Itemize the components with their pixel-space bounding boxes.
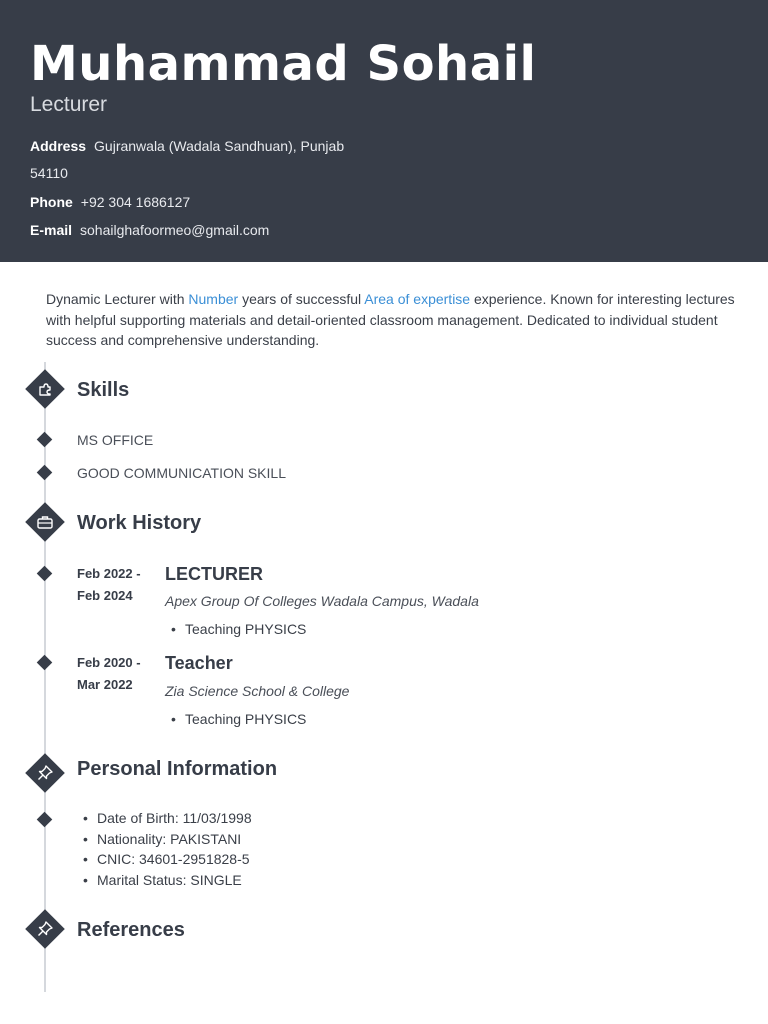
personal-info-title: Personal Information xyxy=(77,758,278,780)
phone-label: Phone xyxy=(30,194,73,210)
references-section-icon xyxy=(25,909,65,949)
job-duty: • Teaching PHYSICS xyxy=(185,620,306,638)
candidate-role: Lecturer xyxy=(30,93,108,116)
work-history-title: Work History xyxy=(77,512,202,534)
skill-item: MS OFFICE xyxy=(77,432,154,448)
phone-line xyxy=(30,193,190,211)
summary-text: Dynamic Lecturer with xyxy=(46,291,189,307)
pushpin-icon xyxy=(35,763,55,783)
references-title: References xyxy=(77,919,185,941)
phone-value: +92 304 1686127 xyxy=(80,194,191,210)
job-duty: • Teaching PHYSICS xyxy=(185,710,306,728)
summary-placeholder-number: Number xyxy=(188,291,239,307)
personal-item: • CNIC: 34601-2951828-5 xyxy=(97,849,250,870)
work-section-icon xyxy=(25,502,65,542)
summary-text: years of successful xyxy=(238,291,365,307)
professional-summary xyxy=(46,289,736,351)
address-value: Gujranwala (Wadala Sandhuan), Punjab xyxy=(94,138,345,154)
summary-placeholder-expertise: Area of expertise xyxy=(364,291,471,307)
briefcase-icon xyxy=(35,512,55,532)
address-line xyxy=(30,137,344,155)
email-line xyxy=(30,221,269,239)
personal-section-icon xyxy=(25,753,65,793)
job-date-end: Mar 2022 xyxy=(77,677,133,692)
puzzle-icon xyxy=(35,379,55,399)
personal-item: • Date of Birth: 11/03/1998 xyxy=(97,808,252,829)
skill-item: GOOD COMMUNICATION SKILL xyxy=(77,465,286,481)
job-organization: Apex Group Of Colleges Wadala Campus, Wadala xyxy=(165,593,479,609)
pushpin-icon xyxy=(35,919,55,939)
job-date-end: Feb 2024 xyxy=(77,588,133,603)
timeline-line xyxy=(44,362,46,992)
job-marker xyxy=(37,566,53,582)
job-title: Teacher xyxy=(165,653,233,673)
address-label: Address xyxy=(30,138,87,154)
skill-marker xyxy=(37,432,53,448)
job-organization: Zia Science School & College xyxy=(165,683,350,699)
personal-item: • Marital Status: SINGLE xyxy=(97,870,242,891)
address-postcode: 54110 xyxy=(30,165,68,181)
job-marker xyxy=(37,655,53,671)
job-date-start: Feb 2020 - xyxy=(77,655,141,670)
candidate-name: Muhammad Sohail xyxy=(30,36,537,92)
job-date-start: Feb 2022 - xyxy=(77,566,141,581)
job-title: LECTURER xyxy=(165,564,263,584)
skill-marker xyxy=(37,465,53,481)
email-label: E-mail xyxy=(30,222,73,238)
summary-text: experience. Known for interesting lectures with helpful supporting materials and detail-oriented classroom management. Dedicated to individual student success and comprehensive understanding. xyxy=(46,291,735,348)
email-value[interactable]: sohailghafoormeo@gmail.com xyxy=(80,222,270,238)
personal-marker xyxy=(37,812,53,828)
personal-item: • Nationality: PAKISTANI xyxy=(97,829,241,850)
skills-section-icon xyxy=(25,369,65,409)
resume-header xyxy=(0,0,768,262)
skills-title: Skills xyxy=(77,379,130,401)
